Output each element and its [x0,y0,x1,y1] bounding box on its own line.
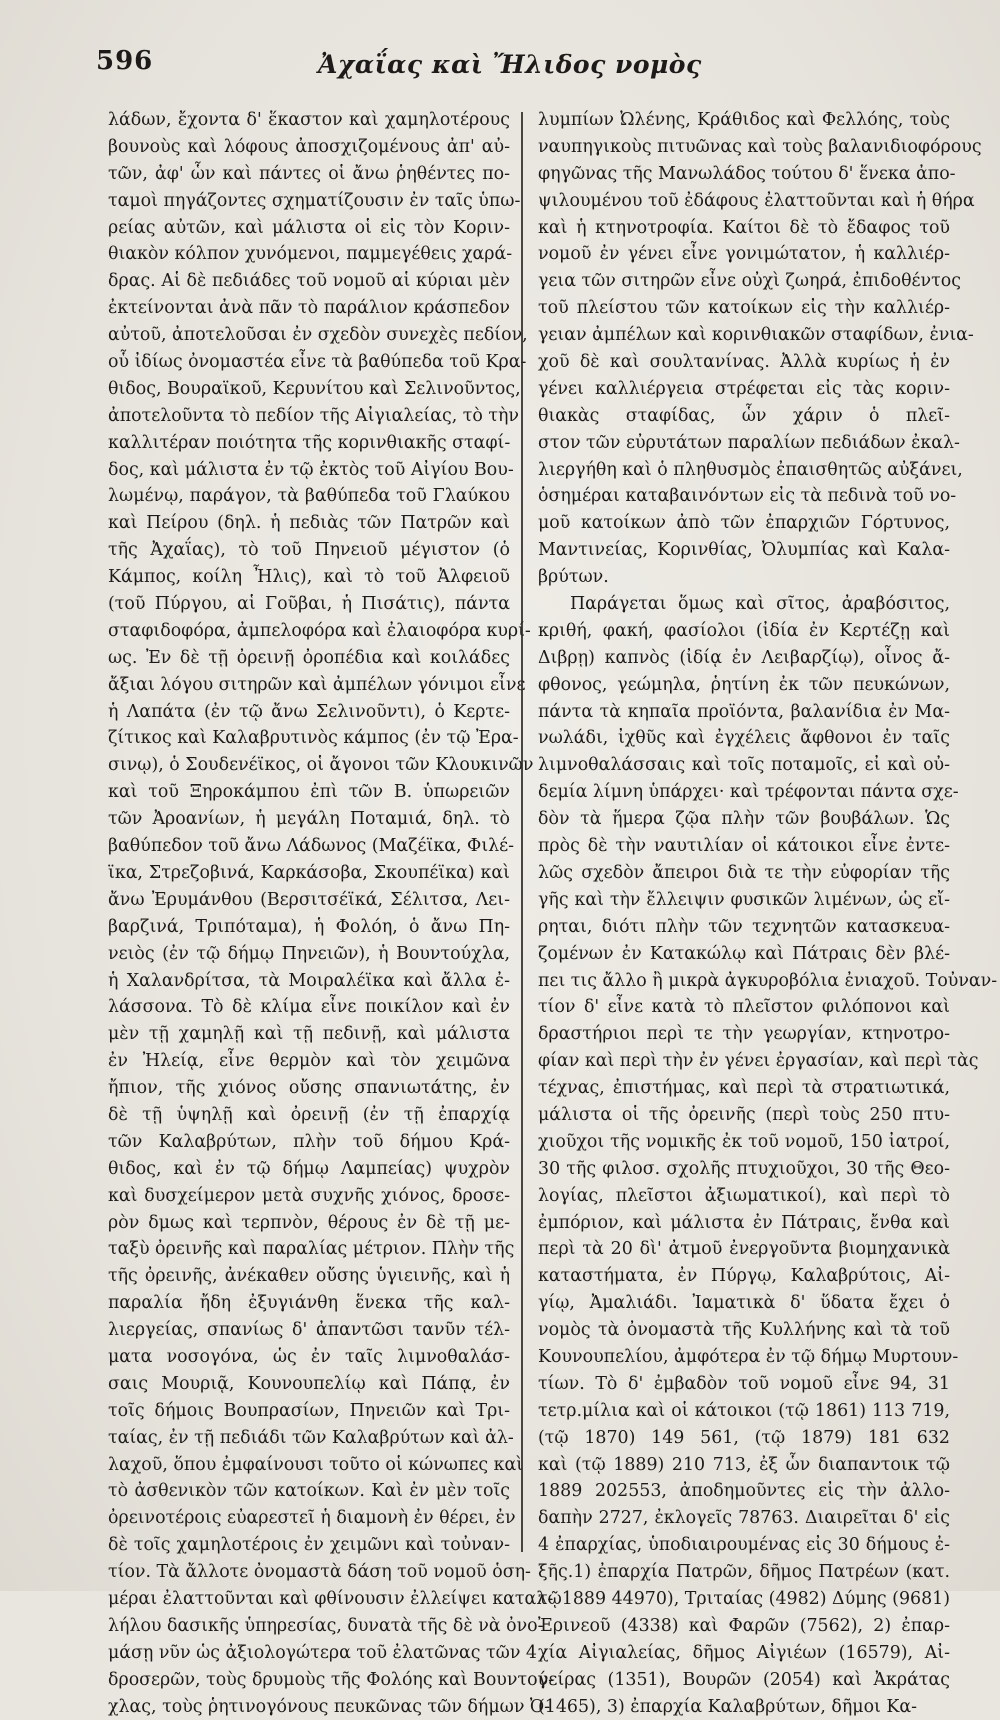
text-line: ως. Ἐν δὲ τῇ ὀρεινῇ ὀροπέδια καὶ κοιλάδες [108,647,510,668]
text-line: 4 ἐπαρχίας, ὑποδιαιρουμένας εἰς 30 δήμους ἐ- [538,1535,950,1556]
text-line: λάσσονα. Τὸ δὲ κλίμα εἶνε ποικίλον καὶ ἐν [108,997,510,1018]
text-line: γένει καλλιέργεια στρέφεται εἰς τὰς κοριν- [538,378,950,399]
text-line: Κουνουπελίου, ἀμφότερα ἐν τῷ δήμῳ Μυρτουν- [538,1346,959,1367]
text-line: φηγῶνας τῆς Μανωλάδος τούτου δ' ἕνεκα ἀπο- [538,163,956,184]
text-line: τῶν Καλαβρύτων, πλὴν τοῦ δήμου Κρά- [108,1131,510,1152]
text-line: Διβρῃ) καπνὸς (ἰδίᾳ ἐν Λειβαρζίῳ), οἶνος ἄ- [538,647,950,668]
text-line: καὶ (τῷ 1889) 210 713, ἐξ ὧν διαπαντοικ τῷ [538,1454,950,1475]
text-line: Παράγεται ὅμως καὶ σῖτος, ἀραβόσιτος, [570,594,950,615]
text-line: (τῷ 1870) 149 561, (τῷ 1879) 181 632 [538,1427,950,1448]
text-line: καλλιτέραν ποιότητα τῆς κορινθιακῆς σταφί- [108,432,511,453]
text-line: ναυπηγικοὺς πιτυῶνας καὶ τοὺς βαλανιδιοφόρους [538,136,982,157]
text-line: δος, καὶ μάλιστα ἐν τῷ ἐκτὸς τοῦ Αἰγίου Βου- [108,459,514,480]
text-line: ματα νοσογόνα, ὡς ἐν ταῖς λιμνοθαλάσ- [108,1346,510,1367]
text-line: γείρας (1351), Βουρῶν (2054) καὶ Ἀκράτας [538,1669,950,1690]
text-line: γειαν ἀμπέλων καὶ κορινθιακῶν σταφίδων, ἐνια- [538,325,974,346]
text-line: λῶς σχεδὸν ἄπειροι διὰ τε τὴν εὐφορίαν τῆς [538,862,950,883]
text-line: τίων. Τὸ δ' ἐμβαδὸν τοῦ νομοῦ εἶνε 94, 31 [538,1373,950,1394]
text-line: δροσερῶν, τοὺς δρυμοὺς τῆς Φολόης καὶ Βουντού- [108,1669,554,1690]
text-line: χιοῦχοι τῆς νομικῆς ἐκ τοῦ νομοῦ, 150 ἰατροί, [538,1131,950,1152]
text-line: πάντα τὰ κηπαῖα προϊόντα, βαλανίδια ἐν Μα- [538,701,950,722]
text-line: ταξὺ ὀρεινῆς καὶ παραλίας μέτριον. Πλὴν τῆς [108,1239,515,1260]
text-line: χία Αἰγιαλείας, δῆμος Αἰγιέων (16579), Αἰ- [538,1642,950,1663]
text-line: σταφιδοφόρα, ἀμπελοφόρα καὶ ἐλαιοφόρα κυρί- [108,620,531,641]
text-line: μοῦ κατοίκων ἀπὸ τῶν ἐπαρχιῶν Γόρτυνος, [538,513,950,534]
text-line: δαπὴν 2727, ἐκλογεῖς 78763. Διαιρεῖται δ' εἰς [538,1508,950,1529]
text-line: οὗ ἰδίως ὀνομαστέα εἶνε τὰ βαθύπεδα τοῦ Κρα- [108,352,527,373]
text-line: φίαν καὶ περὶ τὴν ἐν γένει ἐργασίαν, καὶ περὶ τὰς [538,1051,979,1072]
text-line: τοῦ πλείστου τῶν κατοίκων εἰς τὴν καλλιέρ- [538,298,950,319]
text-line: βαρζινά, Τριπόταμα), ἡ Φολόη, ὁ ἄνω Πη- [108,916,510,937]
text-line: θιδος, Βουραϊκοῦ, Κερυνίτου καὶ Σελινοῦντος, [108,378,521,399]
text-line: δὲ τοῖς χαμηλοτέροις ἐν χειμῶνι καὶ τοὐναν- [108,1535,510,1556]
page-number: 596 [96,46,154,76]
text-line: λογίας, πλεῖστοι ἀξιωματικοί), καὶ περὶ τὸ [538,1185,950,1206]
text-line: βουνοὺς καὶ λόφους ἀποσχιζομένους ἀπ' αὐ- [108,136,510,157]
text-line: ἡ Χαλανδρίτσα, τὰ Μοιραλέϊκα καὶ ἄλλα ἐ- [108,970,510,991]
text-line: στον τῶν εὐρυτάτων παραλίων πεδιάδων ἐκαλ- [538,432,960,453]
text-line: τῶν Ἀροανίων, ἡ μεγάλη Ποταμιά, δηλ. τὸ [108,809,510,830]
text-line: καὶ δυσχείμερον μετὰ συχνῆς χιόνος, δροσε- [108,1185,510,1206]
text-line: λιεργήθη καὶ ὁ πληθυσμὸς ἐπαισθητῶς αὐξάνει, [538,459,963,480]
text-line: λωμένῳ, παράγον, τὰ βαθύπεδα τοῦ Γλαύκου [108,486,510,507]
text-line: τέχνας, ἐπιστήμας, καὶ περὶ τὰ στρατιωτικά, [538,1078,950,1099]
text-line: τῶν, ἀφ' ὧν καὶ πάντες οἱ ἄνω ῥηθέντες πο- [108,163,510,184]
text-line: ἐν Ἠλείᾳ, εἶνε θερμὸν καὶ τὸν χειμῶνα [108,1051,510,1072]
running-title: Ἀχαΐας καὶ Ἤλιδος νομὸς [318,50,702,79]
text-line: ρὸν δμως καὶ τερπνὸν, θέρους ἐν δὲ τῇ με- [108,1212,510,1233]
text-line: γεια τῶν σιτηρῶν εἶνε οὐχὶ ζωηρά, ἐπιδοθέντος [538,271,961,292]
text-line: Ἐρινεοῦ (4338) καὶ Φαρῶν (7562), 2) ἐπαρ- [538,1615,950,1636]
text-line: λαχοῦ, ὅπου ἐμφαίνουσι τοῦτο οἱ κώνωπες καὶ [108,1454,524,1475]
text-line: τίον δ' εἶνε κατὰ τὸ πλεῖστον φιλόπονοι καὶ [538,997,950,1018]
text-line: ὀρεινοτέροις εὐαρεστεῖ ἡ διαμονὴ ἐν θέρει, ἐν [108,1508,516,1529]
text-line: χλας, τοὺς ῥητινογόνους πευκῶνας τῶν δήμων Ὀ- [108,1696,551,1717]
text-line: τίον. Τὰ ἄλλοτε ὀνομαστὰ δάση τοῦ νομοῦ ὁση- [108,1562,531,1583]
text-line: σινῳ), ὁ Σουδενέϊκος, οἱ ἄγονοι τῶν Κλουκινῶν [108,755,534,776]
text-line: ταμοὶ πηγάζοντες σχηματίζουσιν ἐν ταῖς ὑπω- [108,190,521,211]
right-text-column [538,107,998,1720]
text-line: ζομένων ἐν Κατακώλῳ καὶ Πάτραις δὲν βλέ- [538,943,950,964]
text-line: ἐμπόριον, καὶ μάλιστα ἐν Πάτραις, ἔνθα καὶ [538,1212,950,1233]
text-line: καὶ ἡ κτηνοτροφία. Καίτοι δὲ τὸ ἔδαφος τοῦ [538,217,950,238]
text-line: ρηται, διότι πλὴν τῶν τεχνητῶν κατασκευα- [538,916,950,937]
text-line: καὶ Πείρου (δηλ. ἡ πεδιὰς τῶν Πατρῶν καὶ [108,513,510,534]
text-line: δρας. Αἱ δὲ πεδιάδες τοῦ νομοῦ αἱ κύριαι μὲν [108,271,510,292]
text-line: δὲ τῇ ὑψηλῇ καὶ ὀρεινῇ (ἐν τῇ ἐπαρχίᾳ [108,1104,510,1125]
text-line: σαις Μουριᾷ, Κουνουπελίῳ καὶ Πάπᾳ, ἐν [108,1373,510,1394]
text-line: τὸ ἀσθενικὸν τῶν κατοίκων. Καὶ ἐν μὲν τοῖς [108,1481,510,1502]
text-line: ζίτικος καὶ Καλαβρυτινὸς κάμπος (ἐν τῷ Ἐρα- [108,728,519,749]
text-line: δὸν τὰ ἥμερα ζῷα πλὴν τῶν βουβάλων. Ὡς [538,809,950,830]
text-line: 1889 202553, ἀποδημοῦντες εἰς τὴν ἀλλο- [538,1481,950,1502]
text-line: τῆς ὀρεινῆς, ἀνέκαθεν οὔσης ὑγιεινῆς, καὶ ἡ [108,1266,510,1287]
text-line: κριθή, φακή, φασίολοι (ἰδία ἐν Κερτέζῃ καὶ [538,620,950,641]
text-line: καταστήματα, ἐν Πύργῳ, Καλαβρύτοις, Αἰ- [538,1266,950,1287]
text-line: ρείας αὐτῶν, καὶ μάλιστα οἱ εἰς τὸν Κοριν- [108,217,510,238]
text-line: καὶ τοῦ Ξηροκάμπου ἐπὶ τῶν Β. ὑπωρειῶν [108,782,510,803]
text-line: ἤπιον, τῆς χιόνος οὔσης σπανιωτάτης, ἐν [108,1078,510,1099]
text-line: βαθύπεδον τοῦ ἄνω Λάδωνος (Μαζέϊκα, Φιλέ- [108,836,515,857]
text-line: τῷ1889 44970), Τριταίας (4982) Δύμης (9681) [538,1588,950,1609]
text-line: λήλου δασικῆς ὑπηρεσίας, δυνατὰ τῆς δὲ νὰ ὀνο- [108,1615,544,1636]
text-line: περὶ τὰ 20 δὶ' ἀτμοῦ ἐνεργοῦντα βιομηχανικὰ [538,1239,950,1260]
text-line: γίῳ, Ἀμαλιάδι. Ἰαματικὰ δ' ὕδατα ἔχει ὁ [538,1293,950,1314]
text-line: ἀποτελοῦντα τὸ πεδίον τῆς Αἰγιαλείας, τὸ τὴν [108,405,519,426]
text-line: πρὸς δὲ τὴν ναυτιλίαν οἱ κάτοικοι εἶνε ἐντε- [538,836,950,857]
text-line: πει τις ἄλλο ἢ μικρὰ ἀγκυροβόλια ἐνιαχοῦ. Τοὐναν- [538,970,998,991]
text-line: νομὸς τὰ ὀνομαστὰ τῆς Κυλλήνης καὶ τὰ τοῦ [538,1320,950,1341]
left-text-column [108,107,554,1720]
text-line: 30 τῆς φιλοσ. σχολῆς πτυχιοῦχοι, 30 τῆς Θεο- [538,1158,950,1179]
text-line: αὐτοῦ, ἀποτελοῦσαι ἐν σχεδὸν συνεχὲς πεδίον, [108,325,528,346]
text-line: Μαντινείας, Κορινθίας, Ὀλυμπίας καὶ Καλα- [538,540,950,561]
text-line: μέραι ἐλαττοῦνται καὶ φθίνουσιν ἐλλείψει καταλ- [108,1588,554,1609]
text-line: ἡ Λαπάτα (ἐν τῷ ἄνω Σελινοῦντι), ὁ Κερτε- [108,701,510,722]
text-line: νομοῦ ἐν γένει εἶνε γονιμώτατον, ἡ καλλιέρ- [538,244,950,265]
page-header [0,44,1000,94]
text-line: (τοῦ Πύργου, αἱ Γοῦβαι, ἡ Πισάτις), πάντα [108,594,510,615]
text-line: ἄνω Ἐρυμάνθου (Βερσιτσέϊκά, Σέλιτσα, Λει- [108,889,510,910]
text-line: νειὸς (ἐν τῷ δήμῳ Πηνειῶν), ἡ Βουντούχλα, [108,943,510,964]
text-line: δεμία λίμνη ὑπάρχει· καὶ τρέφονται πάντα σχε- [538,782,959,803]
text-line: μὲν τῇ χαμηλῇ καὶ τῇ πεδινῇ, καὶ μάλιστα [108,1024,510,1045]
text-line: τοῖς δήμοις Βουπρασίων, Πηνειῶν καὶ Τρι- [108,1400,510,1421]
text-line: λυμπίων Ὠλένης, Κράθιδος καὶ Φελλόης, τοὺς [538,110,950,130]
text-line: ταίας, ἐν τῇ πεδιάδι τῶν Καλαβρύτων καὶ ἀλ- [108,1427,514,1448]
text-line: ὁσημέραι καταβαινόντων εἰς τὰ πεδινὰ τοῦ νο- [538,486,957,507]
text-line: τῆς Ἀχαΐας), τὸ τοῦ Πηνειοῦ μέγιστον (ὁ [108,540,510,561]
text-line: ψιλουμένου τοῦ ἐδάφους ἐλαττοῦνται καὶ ἡ θήρα [538,190,975,211]
text-line: ξῆς.1) ἐπαρχία Πατρῶν, δῆμος Πατρέων (κατ. [538,1562,950,1583]
text-line: θιδος, καὶ ἐν τῷ δήμῳ Λαμπείας) ψυχρὸν [108,1158,510,1179]
text-line: δραστήριοι περὶ τε τὴν γεωργίαν, κτηνοτρο- [538,1024,950,1045]
text-line: μάσῃ νῦν ὡς ἀξιολογώτερα τοῦ ἐλατῶνας τῶν 4 [108,1642,538,1663]
text-line: (1465), 3) ἐπαρχία Καλαβρύτων, δῆμοι Κα- [538,1696,918,1717]
text-line: βρύτων. [538,567,609,588]
text-line: γῆς καὶ τὴν ἔλλειψιν φυσικῶν λιμένων, ὡς εἴ- [538,889,950,910]
text-line: μάλιστα οἱ τῆς ὀρεινῆς (περὶ τοὺς 250 πτυ- [538,1104,950,1125]
text-line: τετρ.μίλια καὶ οἱ κάτοικοι (τῷ 1861) 113 719, [538,1400,950,1421]
text-line: θιακὸν κόλπον χυνόμενοι, παμμεγέθεις χαρά- [108,244,513,265]
column-divider [521,112,523,1552]
text-line: φθονος, γεώμηλα, ῥητίνη ἐκ τῶν πευκώνων, [538,674,950,695]
text-line: ἄξιαι λόγου σιτηρῶν καὶ ἀμπέλων γόνιμοι εἶνε [108,674,526,695]
text-line: ἐκτείνονται ἀνὰ πᾶν τὸ παράλιον κράσπεδον [108,298,510,319]
text-line: λιμνοθαλάσσαις καὶ τοῖς ποταμοῖς, εἰ καὶ οὐ- [538,755,950,776]
text-line: παραλία ἤδη ἐξυγιάνθη ἕνεκα τῆς καλ- [108,1293,510,1314]
text-line: ϊκα, Στρεζοβινά, Καρκάσοβα, Σκουπέϊκα) καὶ [108,862,510,883]
text-line: θιακὰς σταφίδας, ὧν χάριν ὁ πλεῖ- [538,405,950,426]
text-line: χοῦ δὲ καὶ σουλτανίνας. Ἀλλὰ κυρίως ἡ ἐν [538,352,950,373]
text-line: νωλάδι, ἰχθῦς καὶ ἐγχέλεις ἄφθονοι ἐν ταῖς [538,728,950,749]
text-line: Κάμπος, κοίλη Ἦλις), καὶ τὸ τοῦ Ἀλφειοῦ [108,567,510,588]
text-line: λάδων, ἔχοντα δ' ἕκαστον καὶ χαμηλοτέρους [108,110,510,130]
text-line: λιεργείας, σπανίως δ' ἀπαντῶσι τανῦν τέλ- [108,1320,510,1341]
